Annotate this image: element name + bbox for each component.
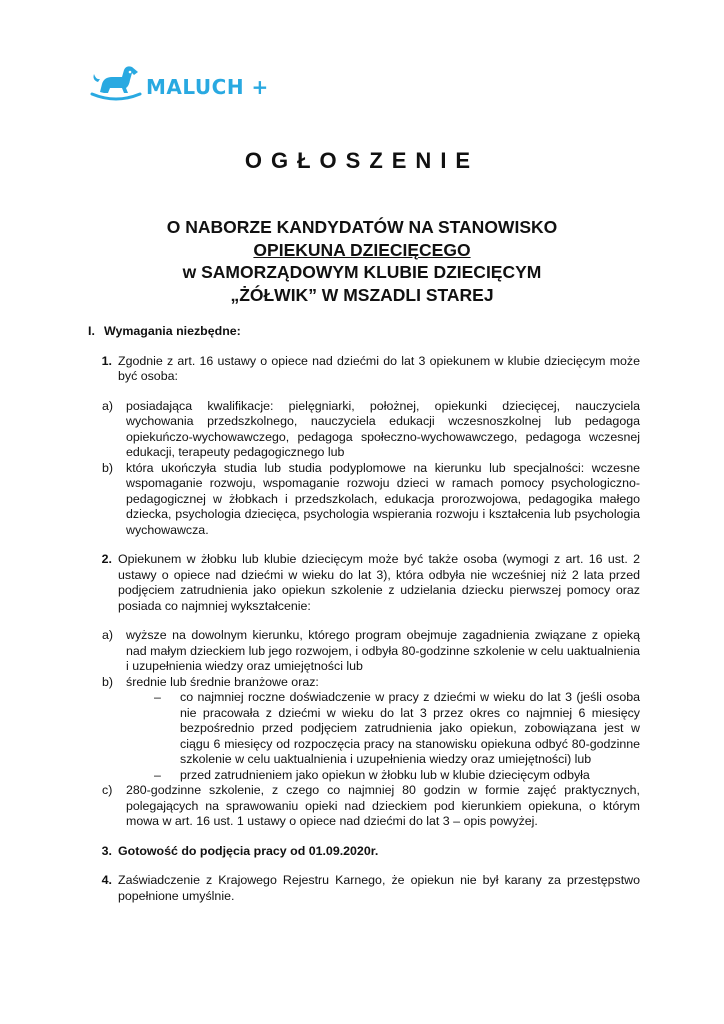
requirements-section xyxy=(88,324,640,904)
requirement-4 xyxy=(88,873,640,904)
requirement-1-b xyxy=(88,461,640,539)
requirement-1-a xyxy=(88,399,640,461)
subtitle xyxy=(0,216,724,306)
logo xyxy=(88,62,269,106)
item-text: Gotowość do podjęcia pracy od 01.09.2020r. xyxy=(118,843,379,858)
dash-mark: – xyxy=(154,690,161,704)
sub-text: która ukończyła studia lub studia podyplomowe na kierunku lub specjalności: wczesne wspomaganie rozwoju, wspomaganie rozwoju dzieci w ramach pomocy psychologiczno-pedagogicznej w żłobkach i przedszkolach, edukacja prorozwojowa, pedagogika małego dziecka, psychologia dziecięca, psychologia wspierania rozwoju i kształcenia lub psychologia wychowawcza. xyxy=(126,460,640,537)
sub-text: wyższe na dowolnym kierunku, którego program obejmuje zagadnienia związane z opieką nad małym dzieckiem lub jego rozwojem, i odbyła 80-godzinne szkolenie w celu uaktualnienia i uzupełnienia wiedzy oraz umiejętności lub xyxy=(126,628,640,673)
item-number: 4. xyxy=(101,873,112,887)
requirement-2-b-dash-1 xyxy=(148,690,640,768)
requirement-2-b-dash-2 xyxy=(148,768,640,784)
requirement-2 xyxy=(88,552,640,614)
requirement-2-a xyxy=(88,628,640,675)
item-text: Zaświadczenie z Krajowego Rejestru Karnego, że opiekun nie był karany za przestępstwo popełnione umyślnie. xyxy=(118,873,640,903)
sub-letter: b) xyxy=(102,460,114,475)
subtitle-line-3: w SAMORZĄDOWYM KLUBIE DZIECIĘCYM xyxy=(182,262,542,282)
requirement-2-b xyxy=(88,675,640,691)
requirement-1 xyxy=(88,354,640,385)
subtitle-line-2: OPIEKUNA DZIECIĘCEGO xyxy=(253,239,471,260)
dash-text: przed zatrudnieniem jako opiekun w żłobku lub w klubie dziecięcym odbyła xyxy=(180,767,590,782)
sub-text: 280-godzinne szkolenie, z czego co najmniej 80 godzin w formie zajęć praktycznych, polegających na sprawowaniu opieki nad dzieckiem pod kierunkiem opiekuna, o którym mowa w art. 16 ust. 1 ustawy o opiece nad dziećmi do lat 3 – opis powyżej. xyxy=(126,783,640,828)
sub-letter: a) xyxy=(102,398,114,413)
section-number: I. xyxy=(88,324,95,338)
sub-letter: a) xyxy=(102,628,114,642)
sub-letter: b) xyxy=(102,674,114,689)
rocking-horse-icon xyxy=(88,64,144,104)
subtitle-line-1: O NABORZE KANDYDATÓW NA STANOWISKO xyxy=(166,217,558,237)
sub-text: posiadająca kwalifikacje: pielęgniarki, położnej, opiekunki dziecięcej, nauczyciela wychowania przedszkolnego, nauczyciela edukacji wczesnoszkolnej lub pedagoga opiekuńczo-wychowawczego, pedagoga społeczno-wychowawczego, pedagoga wczesnej edukacji, terapeuty pedagogicznego lub xyxy=(126,398,640,459)
section-heading xyxy=(88,324,640,340)
requirement-3 xyxy=(88,844,640,860)
sub-text: średnie lub średnie branżowe oraz: xyxy=(126,674,319,689)
logo-text: MALUCH + xyxy=(146,75,269,99)
item-text: Opiekunem w żłobku lub klubie dziecięcym może być także osoba (wymogi z art. 16 ust. 2 ustawy o opiece nad dziećmi w wieku do lat 3), która odbyła nie wcześniej niż 2 lata przed podjęciem zatrudnienia jako opiekun szkolenie z udzielania dziecku pierwszej pomocy oraz posiada co najmniej wykształcenie: xyxy=(118,552,640,613)
section-title: Wymagania niezbędne: xyxy=(104,324,241,338)
requirement-2-c xyxy=(88,783,640,830)
item-number: 1. xyxy=(101,353,112,368)
item-number: 2. xyxy=(101,552,112,566)
subtitle-line-4: „ŻÓŁWIK” W MSZADLI STAREJ xyxy=(230,284,494,305)
dash-text: co najmniej roczne doświadczenie w pracy z dziećmi w wieku do lat 3 (jeśli osoba nie pracowała z dziećmi w wieku do lat 3 przez okres co najmniej 6 miesięcy bezpośrednio przed podjęciem zatrudnienia jako opiekun, zobowiązana jest w ciągu 6 miesięcy od rozpoczęcia pracy na stanowisku opiekuna odbyć 80-godzinne szkolenie w celu uaktualnienia i uzupełnienia wiedzy oraz umiejętności) lub xyxy=(180,690,640,766)
item-number: 3. xyxy=(101,843,112,858)
item-text: Zgodnie z art. 16 ustawy o opiece nad dziećmi do lat 3 opiekunem w klubie dziecięcym może być osoba: xyxy=(118,353,640,383)
dash-mark: – xyxy=(154,767,161,782)
page-title: OGŁOSZENIE xyxy=(244,148,480,173)
sub-letter: c) xyxy=(102,783,113,797)
